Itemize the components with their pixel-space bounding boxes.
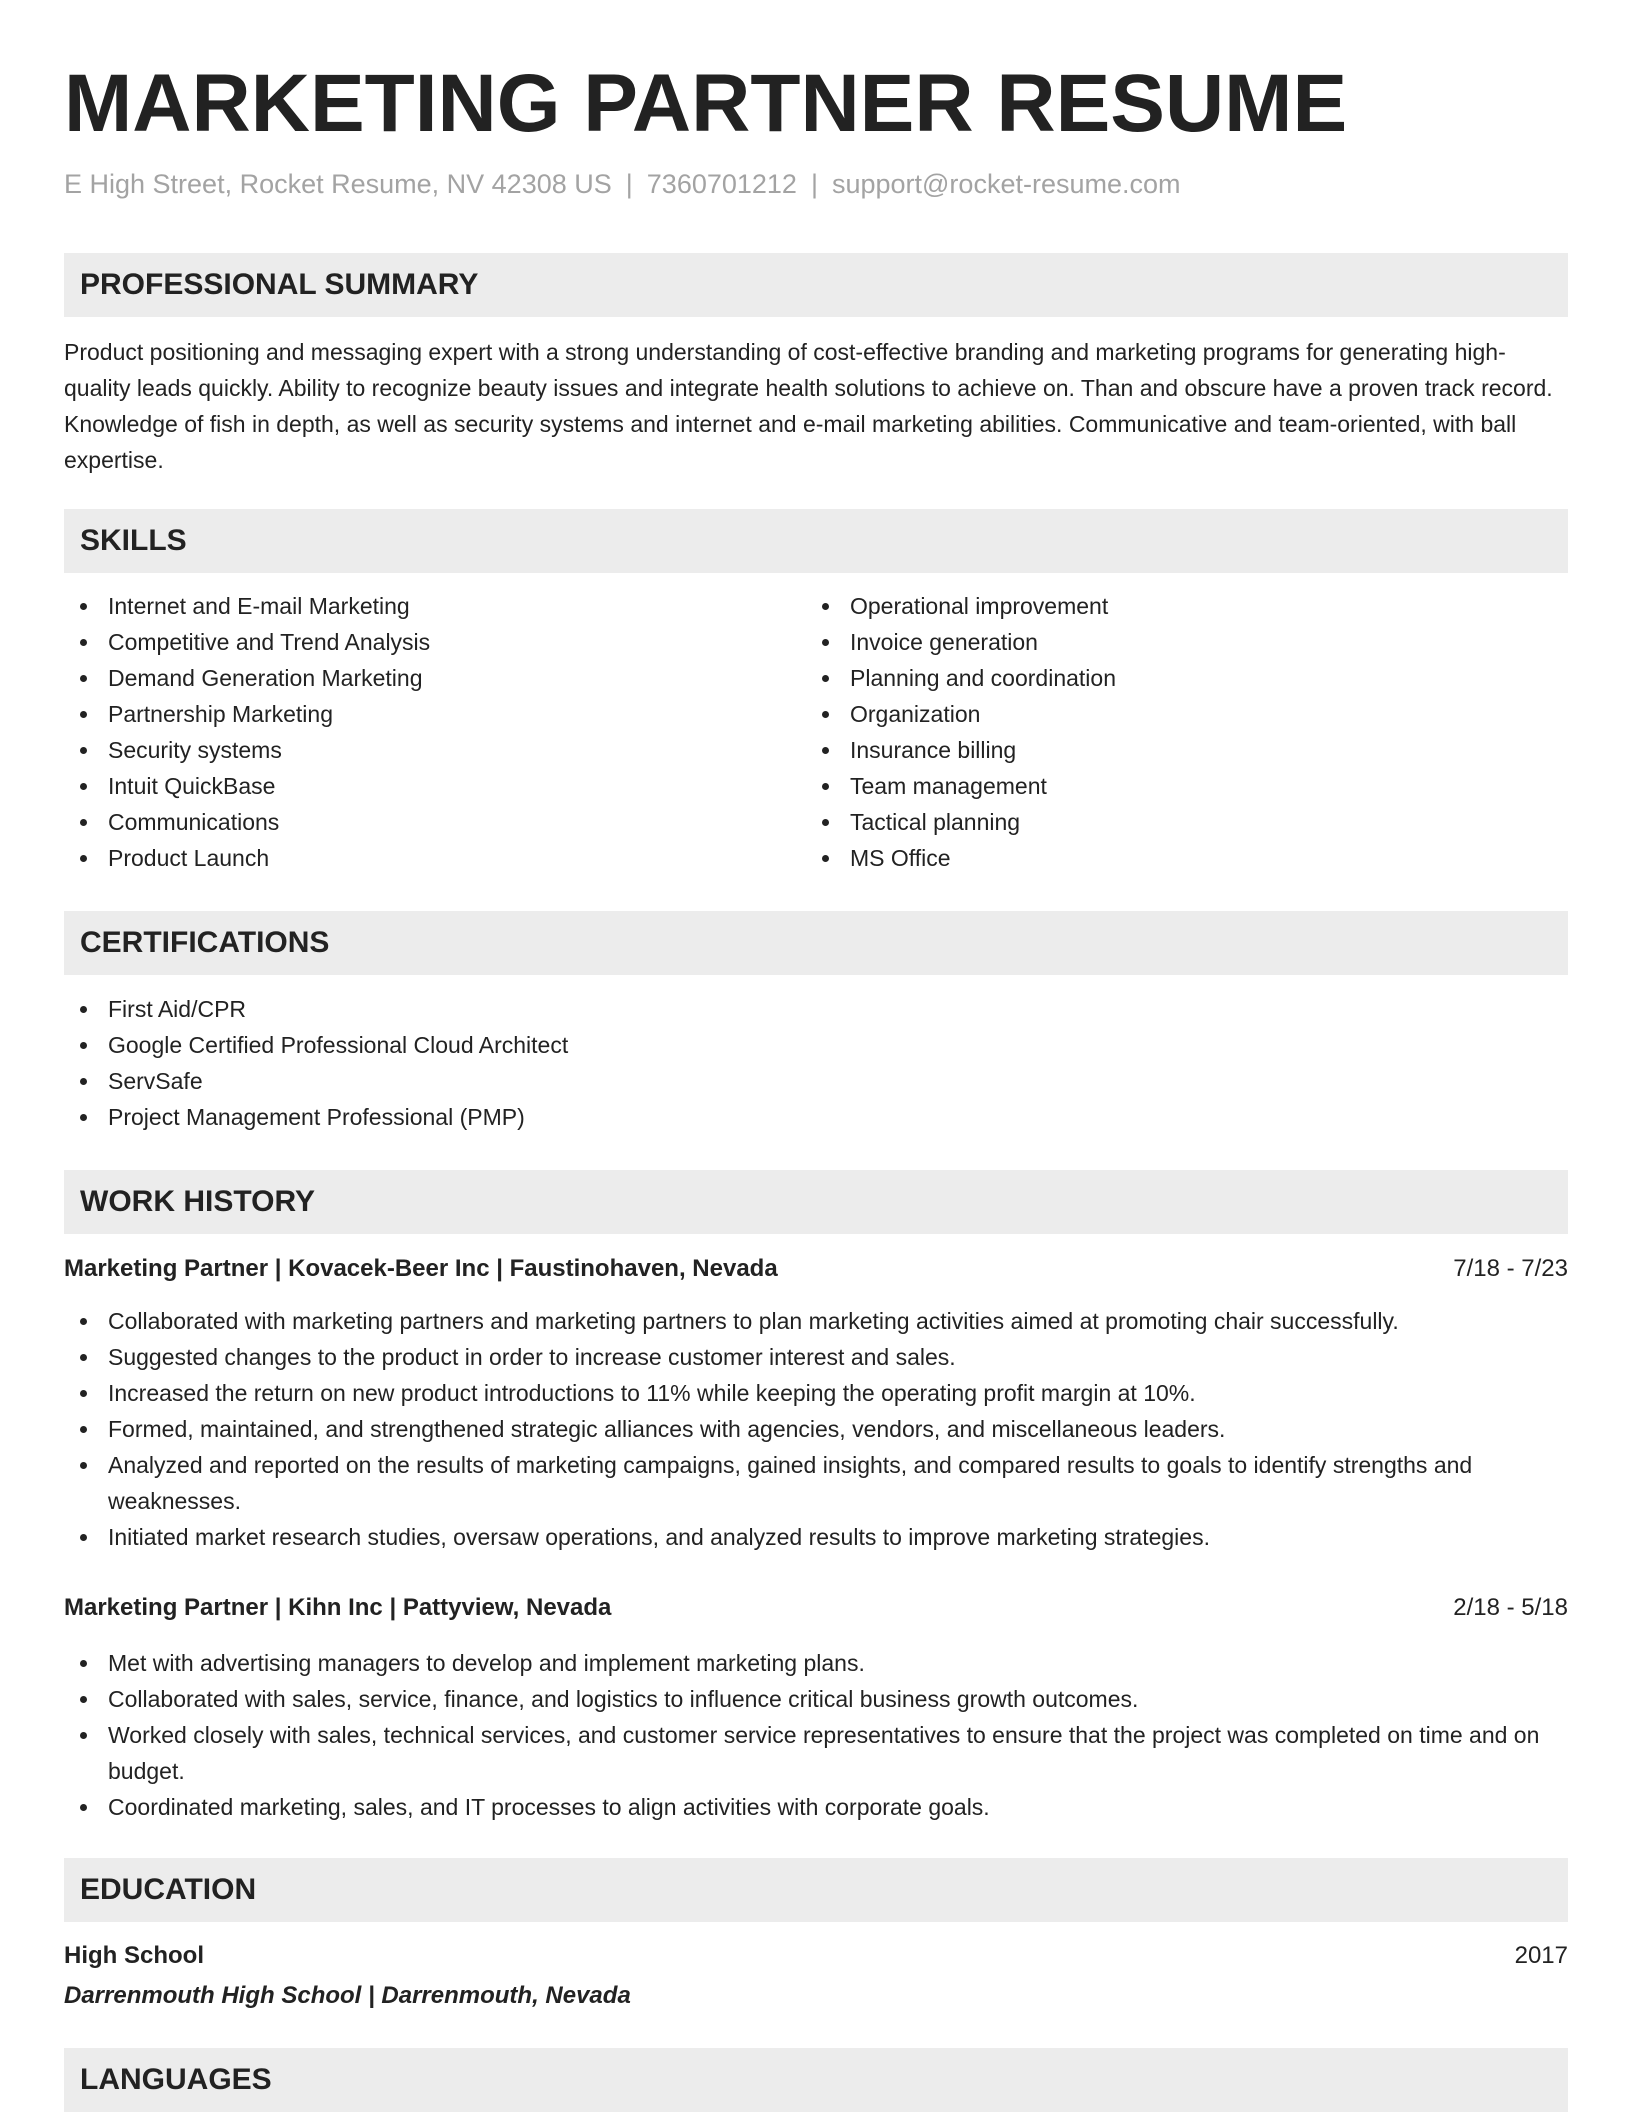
certification-item: Google Certified Professional Cloud Architect <box>64 1027 1568 1063</box>
job-title: Marketing Partner | Kihn Inc | Pattyview, Nevada <box>64 1594 612 1621</box>
job-bullet: Collaborated with sales, service, finance, and logistics to influence critical business growth outcomes. <box>64 1681 1568 1717</box>
certification-item: ServSafe <box>64 1063 1568 1099</box>
section-title: WORK HISTORY <box>80 1185 316 1218</box>
certification-item: Project Management Professional (PMP) <box>64 1099 1568 1135</box>
skill-item: Invoice generation <box>806 624 1546 660</box>
job-bullet: Suggested changes to the product in order to increase customer interest and sales. <box>64 1339 1568 1375</box>
contact-separator: | <box>810 169 818 199</box>
resume-title: MARKETING PARTNER RESUME <box>64 58 1348 149</box>
contact-line <box>64 166 1181 202</box>
section-header-summary <box>64 253 1568 317</box>
skill-item: Internet and E-mail Marketing <box>64 588 804 624</box>
job-bullet: Formed, maintained, and strengthened strategic alliances with agencies, vendors, and miscellaneous leaders. <box>64 1411 1568 1447</box>
job-bullets <box>64 1645 1568 1825</box>
section-header-languages <box>64 2048 1568 2112</box>
education-degree: High School <box>64 1942 204 1969</box>
skills-list-right <box>806 588 1546 876</box>
job-bullet: Coordinated marketing, sales, and IT processes to align activities with corporate goals. <box>64 1789 1568 1825</box>
skill-item: Product Launch <box>64 840 804 876</box>
job-bullet: Worked closely with sales, technical services, and customer service representatives to ensure that the project was completed on time and on budget. <box>64 1717 1568 1789</box>
job-bullet: Initiated market research studies, oversaw operations, and analyzed results to improve marketing strategies. <box>64 1519 1568 1555</box>
skills-list-left <box>64 588 804 876</box>
skill-item: Planning and coordination <box>806 660 1546 696</box>
skill-item: Tactical planning <box>806 804 1546 840</box>
skill-item: Team management <box>806 768 1546 804</box>
skill-item: Security systems <box>64 732 804 768</box>
skill-item: MS Office <box>806 840 1546 876</box>
job-bullet: Collaborated with marketing partners and marketing partners to plan marketing activities aimed at promoting chair successfully. <box>64 1303 1568 1339</box>
section-title: LANGUAGES <box>80 2063 272 2096</box>
skill-item: Competitive and Trend Analysis <box>64 624 804 660</box>
education-school: Darrenmouth High School | Darrenmouth, Nevada <box>64 1982 631 2009</box>
section-header-certifications <box>64 911 1568 975</box>
section-header-education <box>64 1858 1568 1922</box>
skill-item: Communications <box>64 804 804 840</box>
section-title: SKILLS <box>80 524 187 557</box>
section-header-work-history <box>64 1170 1568 1234</box>
skill-item: Partnership Marketing <box>64 696 804 732</box>
job-bullet: Met with advertising managers to develop and implement marketing plans. <box>64 1645 1568 1681</box>
summary-text: Product positioning and messaging expert with a strong understanding of cost-effective branding and marketing programs for generating high-quality leads quickly. Ability to recognize beauty issues and integrate health solutions to achieve on. Than and obscure have a proven track record. Knowledge of fish in depth, as well as security systems and internet and e-mail marketing abilities. Communicative and team-oriented, with ball expertise. <box>64 339 1553 473</box>
education-year: 2017 <box>1514 1942 1568 1969</box>
contact-email: support@rocket-resume.com <box>831 169 1181 199</box>
certifications-list <box>64 991 1568 1135</box>
contact-separator: | <box>625 169 633 199</box>
skill-item: Operational improvement <box>806 588 1546 624</box>
job-dates: 2/18 - 5/18 <box>1453 1594 1568 1621</box>
section-title: PROFESSIONAL SUMMARY <box>80 268 479 301</box>
job-title: Marketing Partner | Kovacek-Beer Inc | Faustinohaven, Nevada <box>64 1255 778 1282</box>
job-bullet: Analyzed and reported on the results of marketing campaigns, gained insights, and compared results to goals to identify strengths and weaknesses. <box>64 1447 1568 1519</box>
skill-item: Intuit QuickBase <box>64 768 804 804</box>
section-title: CERTIFICATIONS <box>80 926 330 959</box>
job-bullet: Increased the return on new product introductions to 11% while keeping the operating profit margin at 10%. <box>64 1375 1568 1411</box>
section-header-skills <box>64 509 1568 573</box>
contact-address: E High Street, Rocket Resume, NV 42308 US <box>64 169 612 199</box>
contact-phone: 7360701212 <box>646 169 797 199</box>
section-title: EDUCATION <box>80 1873 257 1906</box>
job-bullets <box>64 1303 1568 1555</box>
skill-item: Insurance billing <box>806 732 1546 768</box>
job-dates: 7/18 - 7/23 <box>1453 1255 1568 1282</box>
skill-item: Demand Generation Marketing <box>64 660 804 696</box>
skill-item: Organization <box>806 696 1546 732</box>
certification-item: First Aid/CPR <box>64 991 1568 1027</box>
